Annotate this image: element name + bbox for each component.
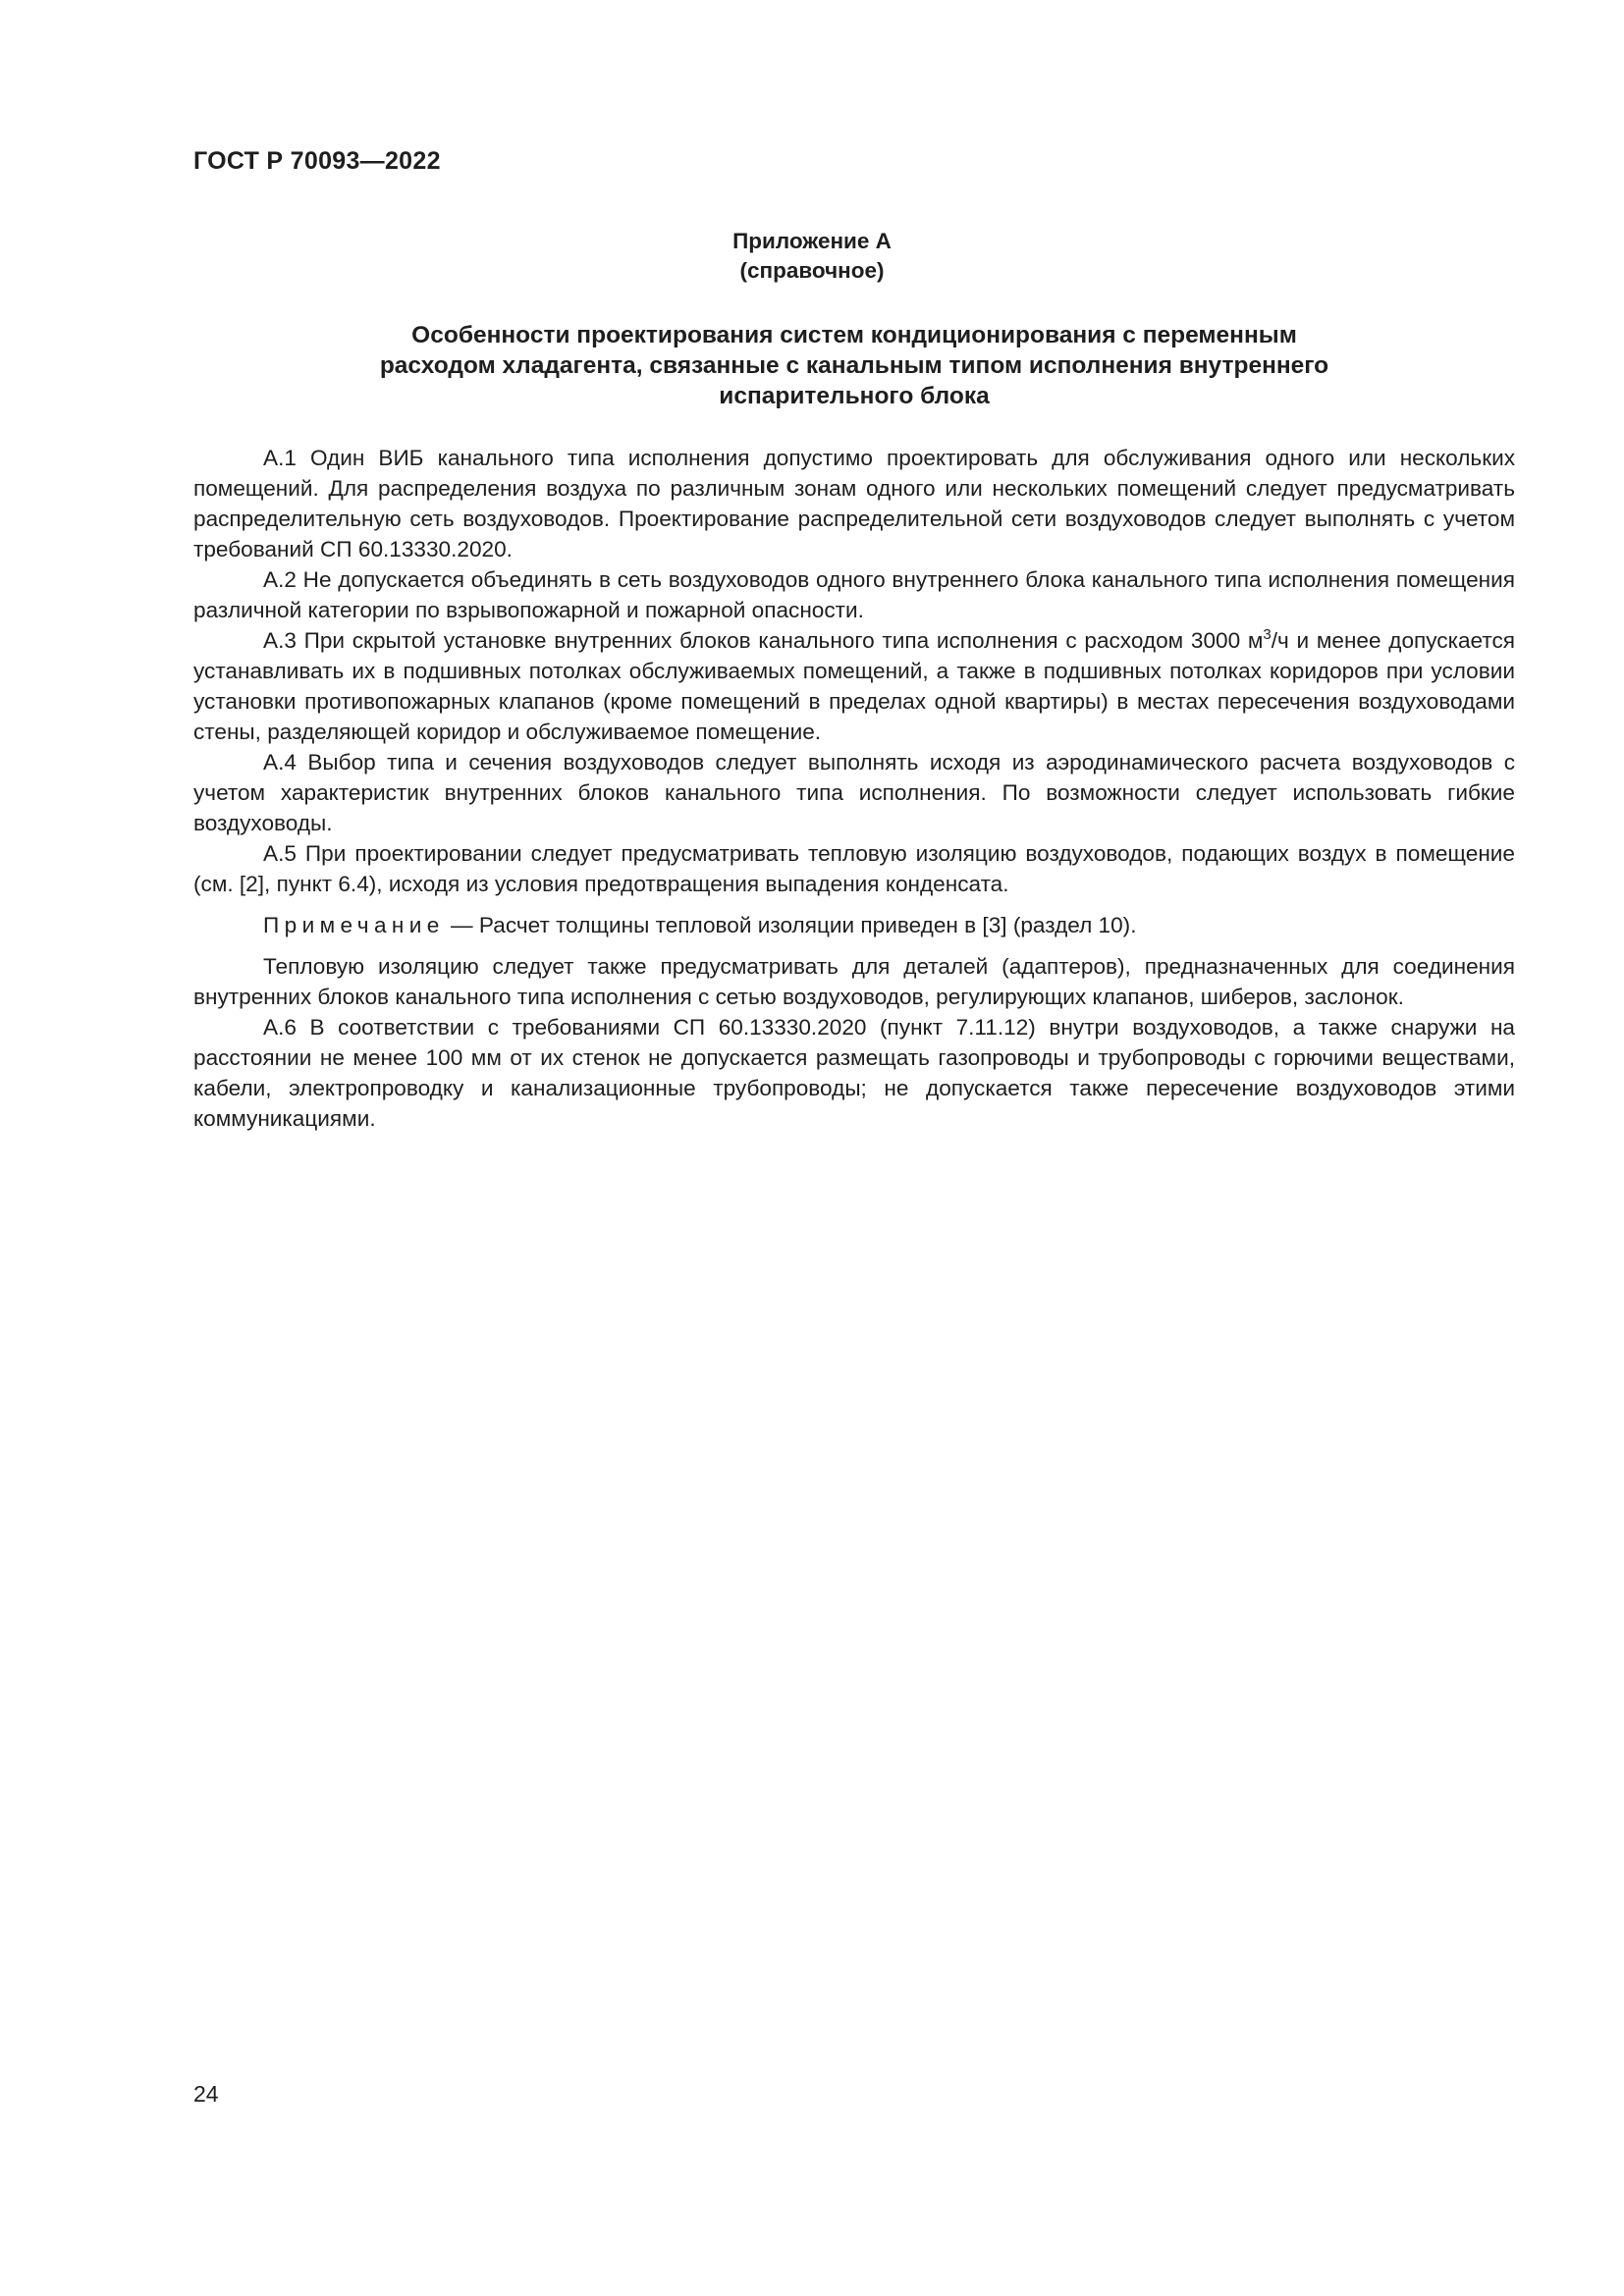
paragraph-insulation: Тепловую изоляцию следует также предусматривать для деталей (адаптеров), предназначенных для соединения внутренних блоков канального типа исполнения с сетью воздуховодов, регулирующих клапанов, шиберов, заслонок. [193, 954, 1515, 1009]
note-paragraph [193, 910, 1515, 940]
paragraph-a2: А.2 Не допускается объединять в сеть воздуховодов одного внутреннего блока канального типа исполнения помещения различной категории по взрывопожарной и пожарной опасности. [193, 567, 1515, 622]
appendix-heading [0, 227, 1624, 286]
paragraph-a3-part1: А.3 При скрытой установке внутренних блоков канального типа исполнения с расходом 3000 м [263, 628, 1264, 653]
body-text [193, 443, 1515, 1134]
paragraph-a3-part2: /ч и менее допускается устанавливать их в подшивных потолках обслуживаемых помещений, а также в подшивных потолках коридоров при условии установки противопожарных клапанов (кроме помещений в пределах одной квартиры) в местах пересечения воздуховодами стены, разделяющей коридор и обслуживаемое помещение. [193, 628, 1515, 744]
paragraph-a3 [193, 625, 1515, 747]
superscript-3: 3 [1263, 626, 1272, 643]
paragraph-a6: А.6 В соответствии с требованиями СП 60.13330.2020 (пункт 7.11.12) внутри воздуховодов, а также снаружи на расстоянии не менее 100 мм от их стенок не допускается размещать газопроводы и трубопроводы с горючими веществами, кабели, электропроводку и канализационные трубопроводы; не допускается также пересечение воздуховодов этими коммуникациями. [193, 1015, 1515, 1131]
title-line-2: расходом хладагента, связанные с канальным типом исполнения внутреннего [379, 352, 1329, 379]
page-number: 24 [193, 2081, 219, 2107]
appendix-title [275, 320, 1434, 411]
appendix-status: (справочное) [739, 258, 885, 283]
paragraph-a5: А.5 При проектировании следует предусматривать тепловую изоляцию воздуховодов, подающих воздух в помещение (см. [2], пункт 6.4), исходя из условия предотвращения выпадения конденсата. [193, 841, 1515, 896]
title-line-1: Особенности проектирования систем кондиционирования с переменным [411, 322, 1297, 348]
note-label: Примечание [263, 913, 445, 937]
note-text: — Расчет толщины тепловой изоляции приведен в [3] (раздел 10). [444, 913, 1137, 937]
paragraph-a4: А.4 Выбор типа и сечения воздуховодов следует выполнять исходя из аэродинамического расчета воздуховодов с учетом характеристик внутренних блоков канального типа исполнения. По возможности следует использовать гибкие воздуховоды. [193, 750, 1515, 835]
paragraph-a1: А.1 Один ВИБ канального типа исполнения допустимо проектировать для обслуживания одного или нескольких помещений. Для распределения воздуха по различным зонам одного или нескольких помещений следует предусматривать распределительную сеть воздуховодов. Проектирование распределительной сети воздуховодов следует выполнять с учетом требований СП 60.13330.2020. [193, 446, 1515, 561]
appendix-label: Приложение А [732, 229, 892, 253]
document-code: ГОСТ Р 70093—2022 [193, 147, 441, 175]
title-line-3: испарительного блока [719, 383, 990, 409]
